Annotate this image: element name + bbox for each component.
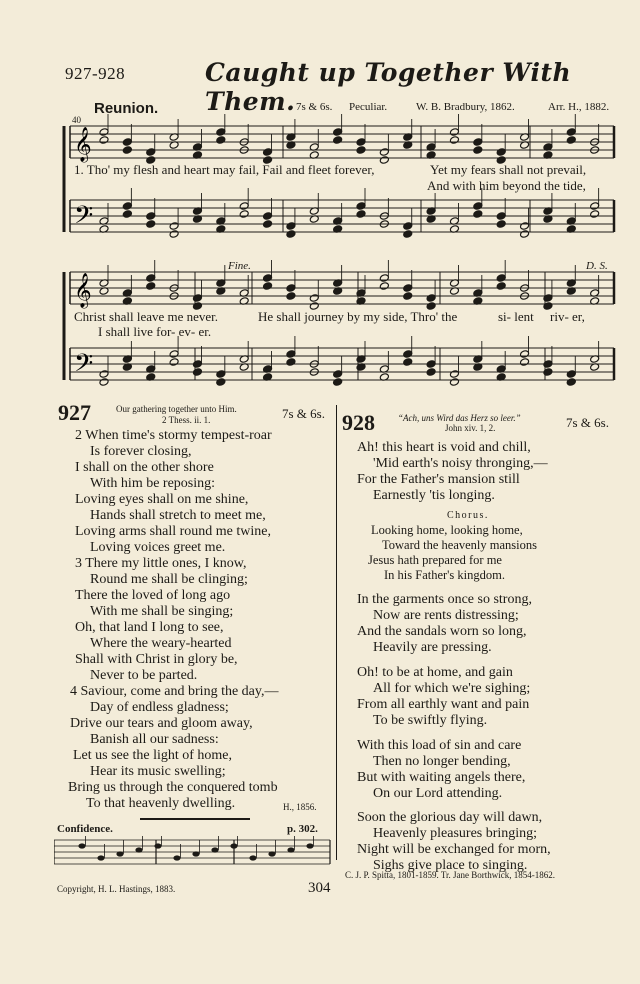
note-head xyxy=(403,222,413,231)
note-head xyxy=(379,148,389,157)
note-head xyxy=(566,370,576,379)
note-head xyxy=(263,282,273,291)
hymn-928-attribution: C. J. P. Spitta, 1801-1859. Tr. Jane Borthwick, 1854-1862. xyxy=(345,870,556,880)
hymn-927-line: Day of endless gladness; xyxy=(90,700,229,715)
note-head xyxy=(239,210,249,219)
note-head xyxy=(286,284,296,293)
note-head xyxy=(116,851,123,856)
note-head xyxy=(496,282,506,291)
lyric-line-2: And with him beyond the tide, xyxy=(427,178,586,193)
note-head xyxy=(122,146,132,155)
note-head xyxy=(496,148,506,157)
hymn-928-line: To be swiftly flying. xyxy=(373,713,488,728)
hymn-927-line: There the loved of long ago xyxy=(75,588,231,603)
tune-meter: 7s & 6s. xyxy=(296,101,333,113)
note-head xyxy=(146,212,156,221)
note-head xyxy=(590,202,600,211)
note-head xyxy=(496,220,506,229)
note-head xyxy=(426,368,436,377)
note-head xyxy=(379,156,389,165)
note-head xyxy=(333,378,343,387)
hymn-928-line: Sighs give place to singing. xyxy=(373,858,528,873)
page-number: 304 xyxy=(308,880,331,896)
note-head xyxy=(426,294,436,303)
bass-clef-icon: 𝄢 xyxy=(74,201,94,236)
note-head xyxy=(99,128,109,137)
hymn-928-line: In the garments once so strong, xyxy=(357,592,532,607)
hymn-927-line: I shall on the other shore xyxy=(75,460,214,475)
note-head xyxy=(473,146,483,155)
hymn-928-line: Heavily are pressing. xyxy=(373,640,492,655)
note-head xyxy=(333,136,343,145)
hymn-927-line: Loving eyes shall on me shine, xyxy=(75,492,249,507)
music-score xyxy=(0,0,640,400)
note-head xyxy=(146,148,156,157)
note-head xyxy=(496,212,506,221)
tune-note: Peculiar. xyxy=(349,101,388,113)
note-head xyxy=(154,843,161,848)
note-head xyxy=(122,210,132,219)
hymn-927-meter: 7s & 6s. xyxy=(282,406,325,421)
hymn-927-line: Oh, that land I long to see, xyxy=(75,620,224,635)
note-head xyxy=(473,138,483,147)
hymn-928-scripture: John xiv. 1, 2. xyxy=(445,423,496,433)
note-head xyxy=(379,282,389,291)
note-head xyxy=(403,292,413,301)
note-head xyxy=(216,370,226,379)
note-head xyxy=(286,222,296,231)
note-head xyxy=(286,358,296,367)
hymn-927-line: With him be reposing: xyxy=(90,476,216,491)
note-head xyxy=(263,148,273,157)
note-head xyxy=(543,368,553,377)
hymn-928-line: Toward the heavenly mansions xyxy=(382,538,537,552)
hymn-927-scripture: 2 Thess. ii. 1. xyxy=(162,415,211,425)
copyright: Copyright, H. L. Hastings, 1883. xyxy=(57,884,176,894)
hymn-927-line: Shall with Christ in glory be, xyxy=(75,652,238,667)
note-head xyxy=(286,350,296,359)
note-head xyxy=(449,378,459,387)
note-head xyxy=(403,230,413,239)
note-head xyxy=(216,136,226,145)
hymn-928-line: For the Father's mansion still xyxy=(357,472,520,487)
note-head xyxy=(543,360,553,369)
note-head xyxy=(216,128,226,137)
hymn-928-line: All for which we're sighing; xyxy=(373,681,531,696)
page-range: 927-928 xyxy=(65,64,126,83)
hymn-928-meter: 7s & 6s. xyxy=(566,415,609,430)
hymn-927-line: To that heavenly dwelling. xyxy=(86,796,236,811)
hymn-927-author: H., 1856. xyxy=(283,802,317,812)
lyric-line-3c: si- lent xyxy=(498,309,534,324)
note-head xyxy=(449,128,459,137)
hymn-927-line: 3 There my little ones, I know, xyxy=(75,556,247,571)
hymn-927-line: Loving voices greet me. xyxy=(90,540,226,555)
note-head xyxy=(211,847,218,852)
note-head xyxy=(403,350,413,359)
note-head xyxy=(449,370,459,379)
reference-tune: Confidence. xyxy=(57,823,113,835)
reference-page: p. 302. xyxy=(287,823,318,835)
column-divider xyxy=(336,405,337,860)
hymn-927-number: 927 xyxy=(58,400,91,425)
note-head xyxy=(286,230,296,239)
hymn-928-line: Ah! this heart is void and chill, xyxy=(357,440,531,455)
bass-clef-icon: 𝄢 xyxy=(74,349,94,384)
treble-clef-icon: 𝄞 xyxy=(74,273,92,308)
tune-arranger: Arr. H., 1882. xyxy=(548,101,610,113)
note-head xyxy=(216,378,226,387)
note-head xyxy=(566,378,576,387)
note-head xyxy=(306,843,313,848)
hymn-927-line: 2 When time's stormy tempest-roar xyxy=(75,428,272,443)
hymn-928-line: Looking home, looking home, xyxy=(371,523,523,537)
lyric-line-1b: Yet my fears shall not prevail, xyxy=(430,162,587,177)
hymn-928-line: 'Mid earth's noisy thronging,— xyxy=(373,456,548,471)
hymn-927-source: Our gathering together unto Him. xyxy=(116,404,237,414)
reference-staff xyxy=(54,836,334,876)
hymn-928-line: On our Lord attending. xyxy=(373,786,503,801)
note-head xyxy=(146,274,156,283)
hymn-927-line: Hands shall stretch to meet me, xyxy=(90,508,266,523)
note-head xyxy=(169,222,179,231)
note-head xyxy=(173,855,180,860)
lyric-line-3b: He shall journey by my side, Thro' the xyxy=(258,309,458,324)
hymn-927-line: Banish all our sadness: xyxy=(90,732,219,747)
fine-mark: Fine. xyxy=(228,260,251,272)
note-head xyxy=(78,843,85,848)
hymn-927-line: Never to be parted. xyxy=(90,668,198,683)
reference-rule xyxy=(140,818,250,820)
hymn-927-line: 4 Saviour, come and bring the day,— xyxy=(70,684,279,699)
note-head xyxy=(122,138,132,147)
note-head xyxy=(379,274,389,283)
note-head xyxy=(287,847,294,852)
hymn-928-line: Soon the glorious day will dawn, xyxy=(357,810,543,825)
hymn-927-line: Hear its music swelling; xyxy=(90,764,226,779)
hymn-928-line: Jesus hath prepared for me xyxy=(368,553,502,567)
treble-clef-icon: 𝄞 xyxy=(74,127,92,162)
hymn-928-source: “Ach, uns Wird das Herz so leer.” xyxy=(398,413,521,423)
note-head xyxy=(169,350,179,359)
hymn-928-line: Night will be exchanged for morn, xyxy=(357,842,551,857)
note-head xyxy=(169,358,179,367)
note-head xyxy=(449,136,459,145)
note-head xyxy=(356,202,366,211)
note-head xyxy=(520,230,530,239)
hymn-928-line: Oh! to be at home, and gain xyxy=(357,665,513,680)
note-head xyxy=(146,282,156,291)
chorus-label: Chorus. xyxy=(447,510,489,521)
note-head xyxy=(566,136,576,145)
note-head xyxy=(192,360,202,369)
hymn-927-line: Let us see the light of home, xyxy=(73,748,233,763)
note-head xyxy=(263,212,273,221)
note-head xyxy=(239,202,249,211)
note-head xyxy=(99,378,109,387)
hymn-928-line: Now are rents distressing; xyxy=(373,608,519,623)
note-head xyxy=(230,843,237,848)
hymn-928-line: From all earthly want and pain xyxy=(357,697,530,712)
note-head xyxy=(473,202,483,211)
note-head xyxy=(122,202,132,211)
lyric-line-4: I shall live for- ev- er. xyxy=(98,324,212,339)
note-head xyxy=(309,294,319,303)
lyric-line-1: 1. Tho' my flesh and heart may fail, Fail and fleet forever, xyxy=(74,162,375,177)
lyric-line-3a: Christ shall leave me never. xyxy=(74,309,219,324)
note-head xyxy=(169,230,179,239)
note-head xyxy=(268,851,275,856)
hymn-928-line: Heavenly pleasures bringing; xyxy=(373,826,538,841)
note-head xyxy=(97,855,104,860)
note-head xyxy=(566,128,576,137)
hymn-928-line: Earnestly 'tis longing. xyxy=(373,488,495,503)
hymn-928-number: 928 xyxy=(342,410,375,435)
hymn-928-line: Then no longer bending, xyxy=(373,754,511,769)
hymn-927-line: Round me shall be clinging; xyxy=(90,572,248,587)
note-head xyxy=(192,851,199,856)
hymn-928-line: And the sandals worn so long, xyxy=(357,624,527,639)
note-head xyxy=(263,220,273,229)
hymn-928-line: In his Father's kingdom. xyxy=(384,568,505,582)
note-head xyxy=(263,274,273,283)
note-head xyxy=(543,294,553,303)
note-head xyxy=(286,292,296,301)
note-head xyxy=(496,274,506,283)
hymn-927-line: Drive our tears and gloom away, xyxy=(70,716,253,731)
page-title: Caught up Together With Them. xyxy=(205,58,572,116)
hymn-928-line: But with waiting angels there, xyxy=(357,770,526,785)
note-head xyxy=(426,360,436,369)
note-head xyxy=(192,368,202,377)
hymn-927-line: Is forever closing, xyxy=(90,444,192,459)
note-head xyxy=(135,847,142,852)
tune-composer: W. B. Bradbury, 1862. xyxy=(416,101,515,113)
note-head xyxy=(333,128,343,137)
hymn-927-line: With me shall be singing; xyxy=(90,604,234,619)
note-head xyxy=(146,220,156,229)
note-head xyxy=(356,138,366,147)
note-head xyxy=(249,855,256,860)
hymn-927-line: Bring us through the conquered tomb xyxy=(68,780,278,795)
note-head xyxy=(99,370,109,379)
note-head xyxy=(356,210,366,219)
ds-mark: D. S. xyxy=(586,260,608,272)
hymn-927-line: Loving arms shall round me twine, xyxy=(75,524,271,539)
note-head xyxy=(356,146,366,155)
note-head xyxy=(403,284,413,293)
hymn-927-line: Where the weary-hearted xyxy=(90,636,232,651)
hymn-928-line: With this load of sin and care xyxy=(357,738,522,753)
note-head xyxy=(590,210,600,219)
note-head xyxy=(403,358,413,367)
note-head xyxy=(333,370,343,379)
note-head xyxy=(520,222,530,231)
tune-name: Reunion. xyxy=(94,100,159,117)
lyric-line-3d: riv- er, xyxy=(550,309,585,324)
note-head xyxy=(520,350,530,359)
note-head xyxy=(192,294,202,303)
note-head xyxy=(99,136,109,145)
note-head xyxy=(473,210,483,219)
note-head xyxy=(520,358,530,367)
tempo-mark: 40 xyxy=(72,115,81,125)
